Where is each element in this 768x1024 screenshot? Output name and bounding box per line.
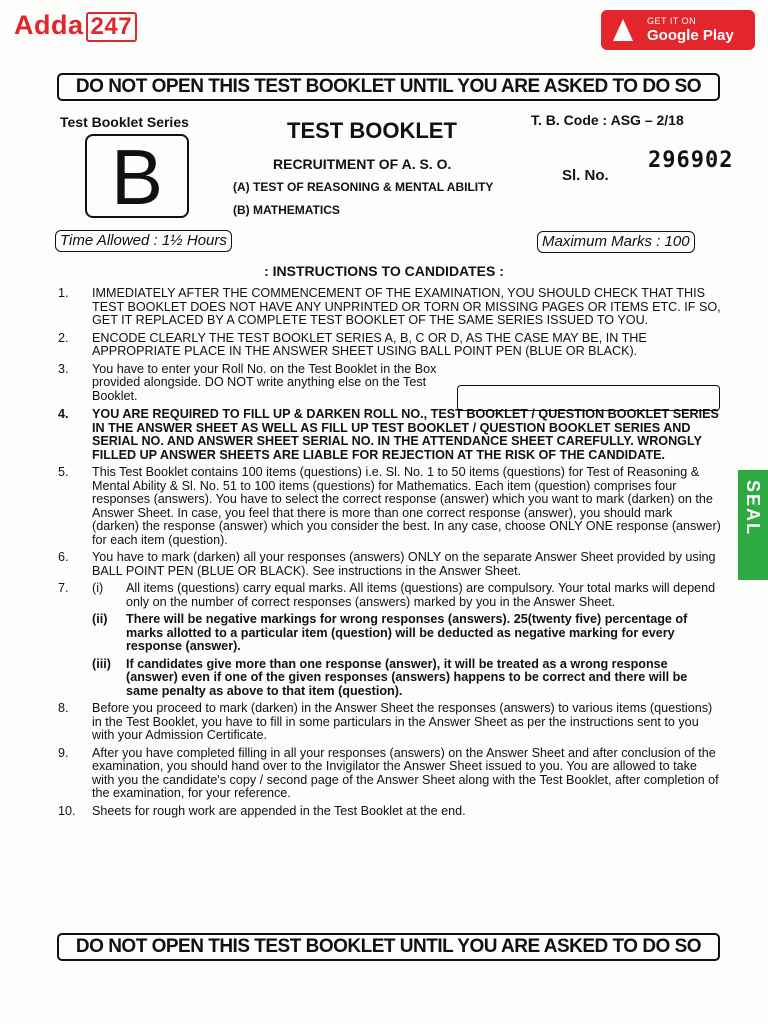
subject-a: (A) TEST OF REASONING & MENTAL ABILITY	[233, 180, 494, 194]
instructions-list	[58, 287, 721, 822]
instruction-item: 7. (i) All items (questions) carry equal marks. All items (questions) are compulsory. Your total marks will depend only on the number of correct responses (answers) marked by you in the Answer Sheet. (ii) There will be negative markings for wrong responses (answers). 25(twenty five) percentage of marks allotted to a particular item (question) will be deducted as negative marking for every response (answer). (iii) If candidates give more than one response (answer), it will be treated as a wrong response (answer) even if one of the given responses (answers) happens to be correct and there will be same penalty as above to that item (question).	[58, 582, 721, 698]
google-play-badge[interactable]: GET IT ON Google Play	[601, 10, 755, 50]
roll-number-box[interactable]	[457, 385, 720, 411]
sub-instruction: (ii) There will be negative markings for wrong responses (answers). 25(twenty five) percentage of marks allotted to a particular item (question) will be deducted as negative marking for every response (answer).	[92, 612, 688, 653]
series-label: Test Booklet Series	[60, 114, 189, 130]
instruction-item: 8. Before you proceed to mark (darken) in the Answer Sheet the responses (answers) to various items (questions) in the Test Booklet, you have to fill in some particulars in the Answer Sheet as per the instructions sent to you with your Admission Certificate.	[58, 701, 713, 742]
instruction-item: 4. YOU ARE REQUIRED TO FILL UP & DARKEN ROLL NO., TEST BOOKLET / QUESTION BOOKLET SERIES IN THE ANSWER SHEET AS WELL AS FILL UP TEST BOOKLET / QUESTION BOOKLET SERIES AND SERIAL NO. AND ANSWER SHEET SERIAL NO. IN THE ATTENDANCE SHEET CAREFULLY. WRONGLY FILLED UP ANSWER SHEETS ARE LIABLE FOR REJECTION AT THE RISK OF THE CANDIDATE.	[58, 407, 719, 462]
instruction-item: 1. IMMEDIATELY AFTER THE COMMENCEMENT OF THE EXAMINATION, YOU SHOULD CHECK THAT THIS TEST BOOKLET DOES NOT HAVE ANY UNPRINTED OR TORN OR MISSING PAGES OR ITEMS ETC. IF SO, GET IT REPLACED BY A COMPLETE TEST BOOKLET OF THE SAME SERIES ISSUED TO YOU.	[58, 286, 721, 327]
recruitment-subtitle: RECRUITMENT OF A. S. O.	[273, 156, 452, 172]
sl-no-label: Sl. No.	[562, 167, 609, 184]
instruction-item: 6. You have to mark (darken) all your responses (answers) ONLY on the separate Answer Sheet provided by using BALL POINT PEN (BLUE OR BLACK). See instructions in the Answer Sheet.	[58, 550, 716, 578]
instruction-item: 5. This Test Booklet contains 100 items (questions) i.e. Sl. No. 1 to 50 items (questions) for Test of Reasoning & Mental Ability & Sl. No. 51 to 100 items (questions) for Mathematics. Each item (question) comprises four responses (answers). You have to select the correct response (answer) which you want to mark (darken) on the Answer Sheet. In case, you feel that there is more than one correct response (answer), you should mark (darken) the response (answer) which you consider the best. In any case, choose ONLY ONE response (answer) for each item (question).	[58, 465, 721, 547]
top-warning-banner: DO NOT OPEN THIS TEST BOOKLET UNTIL YOU ARE ASKED TO DO SO	[57, 73, 720, 101]
series-letter-box: B	[85, 134, 189, 218]
maximum-marks: Maximum Marks : 100	[537, 231, 695, 253]
tb-code: T. B. Code : ASG – 2/18	[531, 112, 684, 128]
play-store-icon	[613, 19, 633, 41]
seal-tab: SEAL	[738, 470, 768, 580]
instruction-item: 9. After you have completed filling in all your responses (answers) on the Answer Sheet and after conclusion of the examination, you should hand over to the Invigilator the Answer Sheet issued to you. You are allowed to take with you the candidate's copy / second page of the Answer Sheet along with the Test Booklet, after completion of the examination, for your reference.	[58, 745, 719, 800]
serial-number: 296902	[648, 148, 734, 173]
instruction-item: 2. ENCODE CLEARLY THE TEST BOOKLET SERIES A, B, C OR D, AS THE CASE MAY BE, IN THE APPROPRIATE PLACE IN THE ANSWER SHEET USING BALL POINT PEN (BLUE OR BLACK).	[58, 330, 647, 358]
instructions-heading: : INSTRUCTIONS TO CANDIDATES :	[264, 263, 504, 279]
bottom-warning-banner: DO NOT OPEN THIS TEST BOOKLET UNTIL YOU ARE ASKED TO DO SO	[57, 933, 720, 961]
subject-b: (B) MATHEMATICS	[233, 203, 340, 217]
instruction-item: 10. Sheets for rough work are appended in the Test Booklet at the end.	[58, 803, 466, 818]
time-allowed: Time Allowed : 1½ Hours	[55, 230, 232, 252]
adda247-logo: Adda 247	[14, 10, 137, 42]
sub-instruction: (i) All items (questions) carry equal marks. All items (questions) are compulsory. Your total marks will depend only on the number of correct responses (answers) marked by you in the Answer Sheet.	[92, 581, 716, 609]
sub-instruction: (iii) If candidates give more than one response (answer), it will be treated as a wrong response (answer) even if one of the given responses (answers) happens to be correct and there will be same penalty as above to that item (question).	[92, 656, 688, 698]
booklet-title: TEST BOOKLET	[287, 118, 457, 143]
instruction-item: 3. You have to enter your Roll No. on the Test Booklet in the Box provided alongside. DO NOT write anything else on the Test Booklet.	[58, 361, 437, 403]
